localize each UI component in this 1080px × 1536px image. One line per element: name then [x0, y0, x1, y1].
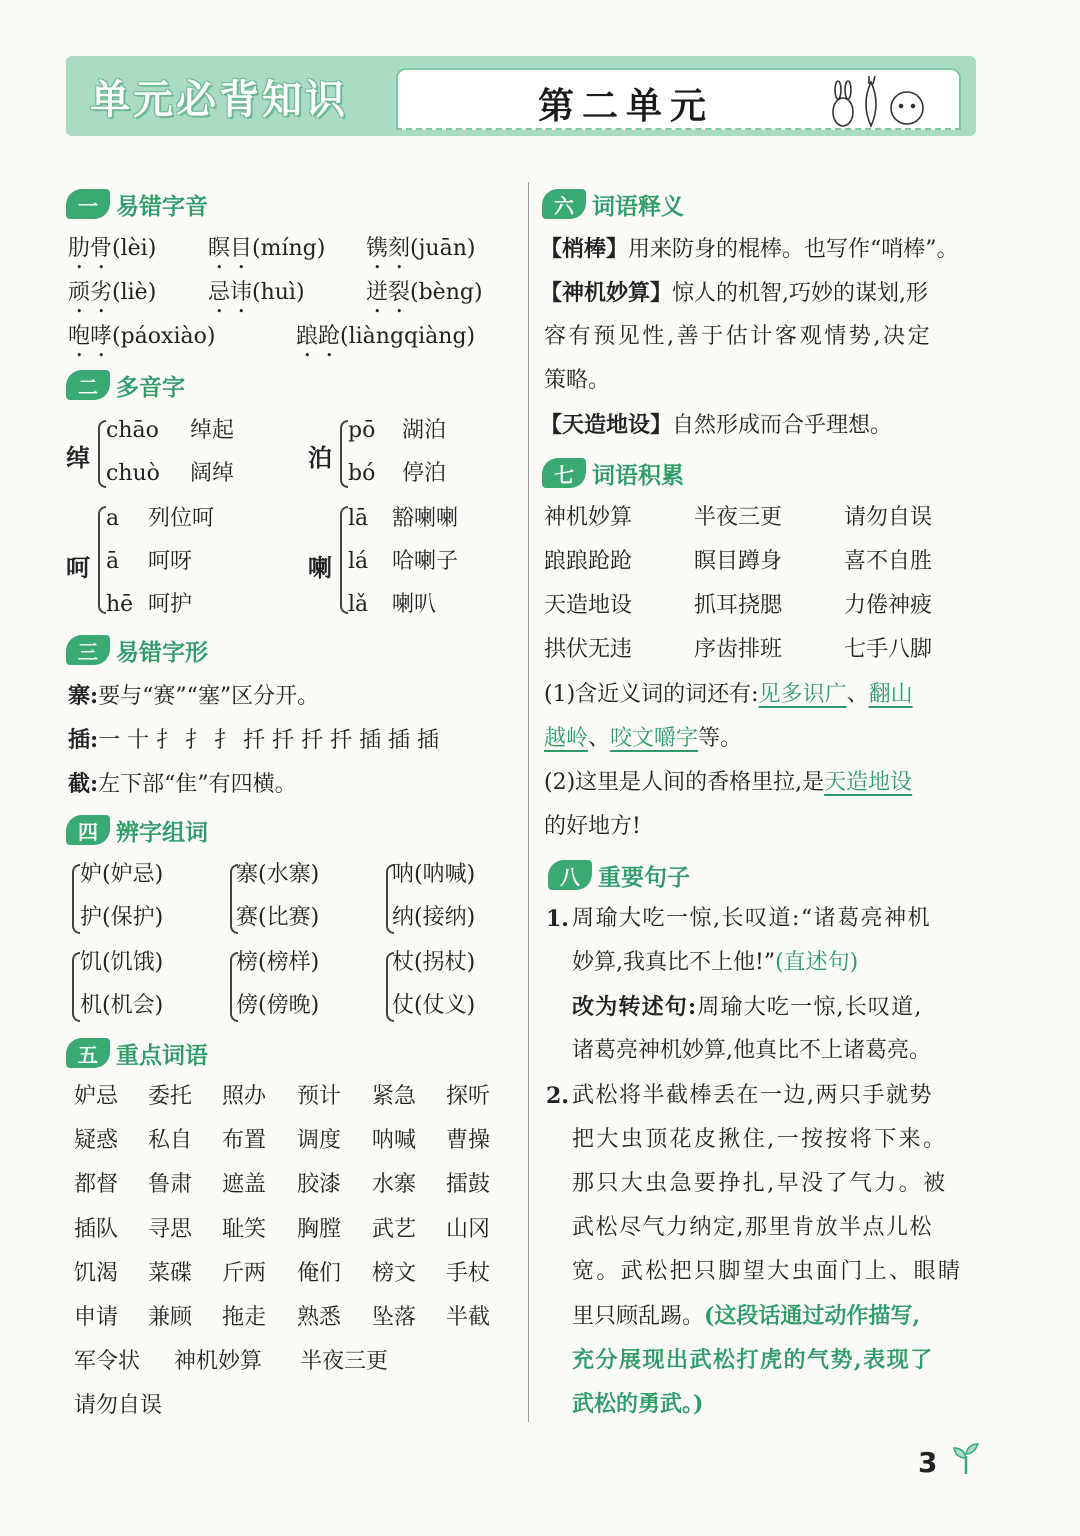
idiom-item: 抓耳挠腮: [694, 593, 783, 618]
poly-char: 泊: [308, 443, 332, 472]
keyword-item: 手杖: [446, 1260, 491, 1286]
keyword-item: 布置: [222, 1128, 267, 1154]
sentence-line: 充分展现出武松打虎的气势,表现了: [572, 1347, 934, 1373]
section-heading-7: [542, 456, 684, 490]
brace: [340, 506, 348, 614]
keyword-item: 呐喊: [372, 1128, 417, 1154]
question-line: 越岭、咬文嚼字等。: [544, 726, 743, 751]
keyword-item: 武艺: [372, 1216, 417, 1242]
pron-item: 瞑目(míng): [208, 236, 326, 261]
distinguish-item: 机(机会): [80, 993, 164, 1018]
keyword-item: 遮盖: [222, 1172, 267, 1198]
keyword-item: 鲁肃: [148, 1172, 193, 1198]
keyword-item: 妒忌: [74, 1084, 119, 1109]
distinguish-item: 傍(傍晚): [236, 993, 320, 1018]
definition-line: 【梢棒】用来防身的棍棒。也写作“哨棒”。: [540, 236, 959, 262]
idiom-item: 力倦神疲: [844, 593, 933, 618]
poly-pinyin: ā: [106, 549, 120, 574]
sentence-line: 武松尽气力纳定,那里肯放半点儿松: [572, 1215, 933, 1240]
keyword-item: 插队: [74, 1216, 119, 1242]
poly-pinyin: hē: [106, 592, 134, 617]
brace: [340, 420, 348, 488]
poly-word: 呵护: [148, 592, 193, 617]
keyword-item: 请勿自误: [74, 1393, 163, 1419]
keyword-item: 照办: [222, 1084, 267, 1109]
unit-header-banner: [66, 56, 976, 136]
poly-word: 列位呵: [148, 506, 215, 531]
keyword-item: 熟悉: [297, 1305, 342, 1330]
keyword-item: 紧急: [372, 1084, 417, 1109]
sentence-line: 武松将半截棒丢在一边,两只手就势: [572, 1083, 933, 1108]
idiom-item: 半夜三更: [694, 505, 783, 530]
poly-word: 豁喇喇: [392, 506, 459, 531]
distinguish-item: 饥(饥饿): [80, 950, 164, 975]
poly-pinyin: lǎ: [348, 592, 369, 617]
section-heading-2: [66, 368, 185, 402]
section-title: 重要句子: [598, 864, 690, 891]
keyword-item: 半夜三更: [300, 1349, 389, 1375]
idiom-item: 踉踉跄跄: [544, 549, 633, 574]
idiom-item: 天造地设: [544, 593, 633, 618]
pron-item: 顽劣(liè): [68, 280, 157, 305]
keyword-item: 申请: [74, 1305, 119, 1330]
poly-char: 呵: [66, 553, 90, 582]
section-heading-5: [66, 1036, 208, 1070]
keyword-item: 预计: [297, 1084, 342, 1109]
shape-item: 截:左下部“隹”有四横。: [68, 771, 297, 797]
poly-char: 喇: [308, 553, 332, 582]
keyword-item: 曹操: [446, 1128, 491, 1154]
section-number: 四: [66, 815, 110, 845]
section-title: 重点词语: [116, 1042, 208, 1069]
keyword-item: 坠落: [372, 1305, 417, 1330]
sentence-line: 周瑜大吃一惊,长叹道:“诸葛亮神机: [572, 906, 932, 931]
section-title: 易错字形: [116, 639, 208, 666]
keyword-item: 都督: [74, 1172, 119, 1198]
poly-char: 绰: [66, 443, 90, 472]
poly-word: 湖泊: [402, 418, 447, 443]
pron-item: 肋骨(lèi): [68, 236, 157, 261]
column-divider: [528, 182, 529, 1422]
sentence-line: 诸葛亮神机妙算,他真比不上诸葛亮。: [572, 1038, 931, 1063]
keyword-item: 神机妙算: [174, 1349, 263, 1375]
idiom-item: 序齿排班: [694, 637, 783, 662]
poly-pinyin: chāo: [106, 418, 159, 443]
keyword-item: 饥渴: [74, 1260, 119, 1286]
idiom-item: 神机妙算: [544, 505, 633, 530]
keyword-item: 山冈: [446, 1216, 491, 1242]
idiom-item: 拱伏无违: [544, 637, 633, 662]
section-number: 七: [542, 458, 586, 488]
sentence-line: 武松的勇武。): [572, 1391, 704, 1417]
brace: [98, 506, 106, 614]
question-line: (1)含近义词的词还有:见多识广、翻山: [544, 682, 913, 707]
definition-line: 【神机妙算】惊人的机智,巧妙的谋划,形: [540, 280, 929, 306]
poly-word: 阔绰: [190, 461, 235, 486]
distinguish-item: 榜(榜样): [236, 950, 320, 975]
distinguish-item: 纳(接纳): [392, 905, 476, 930]
section-heading-1: [66, 187, 208, 221]
section-number: 八: [548, 860, 592, 890]
sentence-line: 改为转述句:周瑜大吃一惊,长叹道,: [572, 994, 923, 1020]
poly-pinyin: chuò: [106, 461, 160, 486]
distinguish-item: 妒(妒忌): [80, 862, 164, 887]
pron-item: 镌刻(juān): [366, 236, 476, 261]
poly-word: 喇叭: [392, 592, 437, 617]
distinguish-item: 寨(水寨): [236, 862, 320, 887]
keyword-item: 榜文: [372, 1260, 417, 1286]
keyword-item: 疑惑: [74, 1128, 119, 1154]
section-title: 辨字组词: [116, 819, 208, 846]
keyword-item: 军令状: [74, 1349, 141, 1375]
definition-line: 容有预见性,善于估计客观情势,决定: [544, 324, 933, 349]
keyword-item: 半截: [446, 1305, 491, 1330]
pron-item: 咆哮(páoxiào): [68, 324, 216, 349]
definition-line: 策略。: [544, 368, 611, 393]
poly-pinyin: pō: [348, 418, 376, 443]
keyword-item: 水寨: [372, 1172, 417, 1198]
header-title-box: [396, 68, 961, 130]
poly-word: 哈喇子: [392, 549, 459, 574]
keyword-item: 胸膛: [297, 1216, 342, 1242]
keyword-item: 寻思: [148, 1216, 193, 1242]
header-left-label: 单元必背知识: [90, 77, 348, 123]
section-heading-6: [542, 187, 684, 221]
section-title: 易错字音: [116, 193, 208, 220]
poly-pinyin: lā: [348, 506, 369, 531]
poly-pinyin: lá: [348, 549, 369, 574]
sentence-line: 把大虫顶花皮揪住,一按按将下来。: [572, 1127, 948, 1152]
sentence-line: 妙算,我真比不上他!”(直述句): [572, 950, 859, 975]
keyword-item: 委托: [148, 1084, 193, 1109]
section-number: 二: [66, 370, 110, 400]
page-title: 第二单元: [538, 86, 715, 127]
keyword-item: 拖走: [222, 1305, 267, 1330]
section-number: 六: [542, 189, 586, 219]
idiom-item: 瞑目蹲身: [694, 549, 783, 574]
keyword-item: 俺们: [297, 1260, 342, 1286]
question-line: (2)这里是人间的香格里拉,是天造地设: [544, 770, 913, 795]
shape-item: 插:一 十 扌 扌 扌 扦 扦 扦 扦 插 插 插: [68, 727, 440, 753]
keyword-item: 私自: [148, 1128, 193, 1154]
idiom-item: 请勿自误: [844, 505, 933, 530]
section-heading-8: [548, 858, 690, 892]
poly-word: 停泊: [402, 461, 447, 486]
sprout-icon: [948, 1440, 984, 1476]
section-title: 词语积累: [592, 462, 684, 489]
poly-pinyin: a: [106, 506, 120, 531]
sentence-number: 2.: [546, 1083, 569, 1109]
sentence-number: 1.: [546, 906, 569, 932]
brace: [72, 864, 80, 934]
keyword-item: 耻笑: [222, 1216, 267, 1242]
sentence-line: 宽。武松把只脚望大虫面门上、眼睛: [572, 1259, 963, 1284]
section-heading-4: [66, 813, 208, 847]
pron-item: 踉跄(liàngqiàng): [296, 324, 476, 349]
section-title: 词语释义: [592, 193, 684, 220]
question-line: 的好地方!: [544, 814, 641, 839]
pron-item: 迸裂(bèng): [366, 280, 483, 305]
cartoon-characters-icon: [829, 74, 939, 130]
keyword-item: 擂鼓: [446, 1172, 491, 1198]
keyword-item: 菜碟: [148, 1260, 193, 1286]
section-number: 五: [66, 1038, 110, 1068]
distinguish-item: 护(保护): [80, 905, 164, 930]
keyword-item: 调度: [297, 1128, 342, 1154]
section-number: 一: [66, 189, 110, 219]
section-number: 三: [66, 635, 110, 665]
shape-item: 寨:要与“赛”“塞”区分开。: [68, 683, 320, 709]
sentence-line: 那只大虫急要挣扎,早没了气力。被: [572, 1171, 948, 1196]
keyword-item: 兼顾: [148, 1305, 193, 1330]
keyword-item: 探听: [446, 1084, 491, 1109]
keyword-item: 胶漆: [297, 1172, 342, 1198]
section-heading-3: [66, 633, 208, 667]
distinguish-item: 仗(仗义): [392, 993, 476, 1018]
distinguish-item: 杖(拐杖): [392, 950, 476, 975]
keyword-item: 斤两: [222, 1260, 267, 1286]
idiom-item: 七手八脚: [844, 637, 933, 662]
brace: [72, 952, 80, 1022]
page-number: 3: [918, 1446, 938, 1479]
distinguish-item: 赛(比赛): [236, 905, 320, 930]
idiom-item: 喜不自胜: [844, 549, 933, 574]
definition-line: 【天造地设】自然形成而合乎理想。: [540, 412, 893, 438]
poly-pinyin: bó: [348, 461, 376, 486]
distinguish-item: 呐(呐喊): [392, 862, 476, 887]
section-title: 多音字: [116, 374, 185, 401]
sentence-line: 里只顾乱踢。(这段话通过动作描写,: [572, 1303, 921, 1329]
brace: [98, 420, 106, 488]
poly-word: 绰起: [190, 418, 235, 443]
pron-item: 忌讳(huì): [208, 280, 305, 305]
poly-word: 呵呀: [148, 549, 193, 574]
